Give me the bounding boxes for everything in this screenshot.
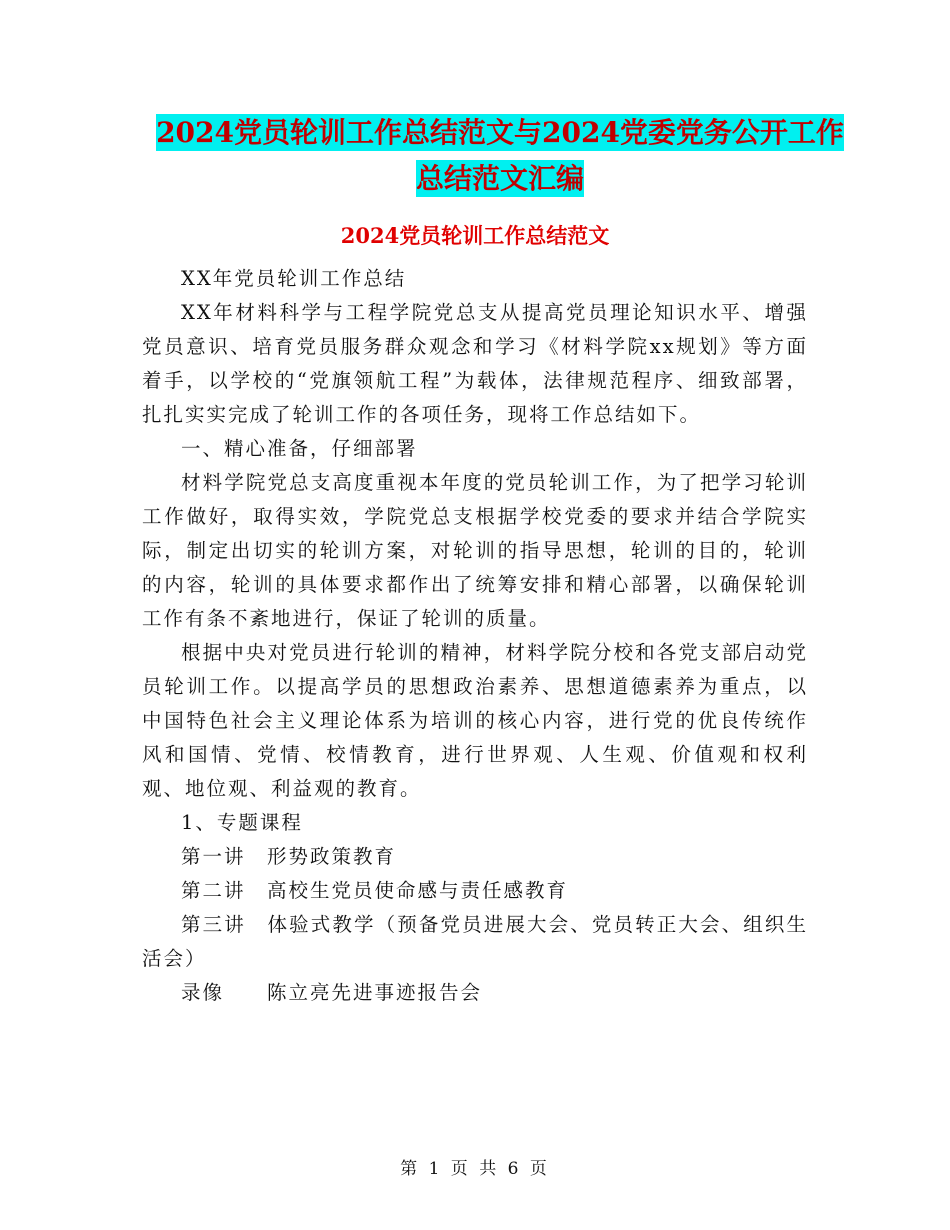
paragraph-heading: XX年党员轮训工作总结 (181, 267, 407, 290)
paragraph-intro: XX年材料科学与工程学院党总支从提高党员理论知识水平、增强党员意识、培育党员服务群众观念和学习《材料学院xx规划》等方面着手，以学校的“党旗领航工程”为载体，法律规范程序、细致部署，扎扎实实完成了轮训工作的各项任务，现将工作总结如下。 (142, 301, 808, 426)
document-body (142, 262, 808, 1010)
page-footer: 第 1 页 共 6 页 (400, 1159, 550, 1179)
paragraph-section-1: 一、精心准备，仔细部署 (181, 437, 418, 460)
paragraph-lecture-3: 第三讲 体验式教学（预备党员进展大会、党员转正大会、组织生活会） (142, 913, 808, 970)
paragraph-preparation: 材料学院党总支高度重视本年度的党员轮训工作，为了把学习轮训工作做好，取得实效，学院党总支根据学校党委的要求并结合学院实际，制定出切实的轮训方案，对轮训的指导思想，轮训的目的，轮训的内容，轮训的具体要求都作出了统筹安排和精心部署，以确保轮训工作有条不紊地进行，保证了轮训的质量。 (142, 471, 808, 630)
section-title: 2024党员轮训工作总结范文 (340, 223, 610, 248)
title-line-1: 2024党员轮训工作总结范文与2024党委党务公开工作 (156, 116, 844, 149)
paragraph-lecture-2: 第二讲 高校生党员使命感与责任感教育 (181, 879, 569, 902)
paragraph-courses-heading: 1、专题课程 (181, 811, 303, 834)
document-title (140, 110, 860, 202)
paragraph-training-spirit: 根据中央对党员进行轮训的精神，材料学院分校和各党支部启动党员轮训工作。以提高学员的思想政治素养、思想道德素养为重点，以中国特色社会主义理论体系为培训的核心内容，进行党的优良传统作风和国情、党情、校情教育，进行世界观、人生观、价值观和权利观、地位观、利益观的教育。 (142, 641, 808, 800)
title-line-2: 总结范文汇编 (415, 162, 584, 195)
paragraph-video: 录像 陈立亮先进事迹报告会 (181, 981, 483, 1004)
paragraph-lecture-1: 第一讲 形势政策教育 (181, 845, 397, 868)
